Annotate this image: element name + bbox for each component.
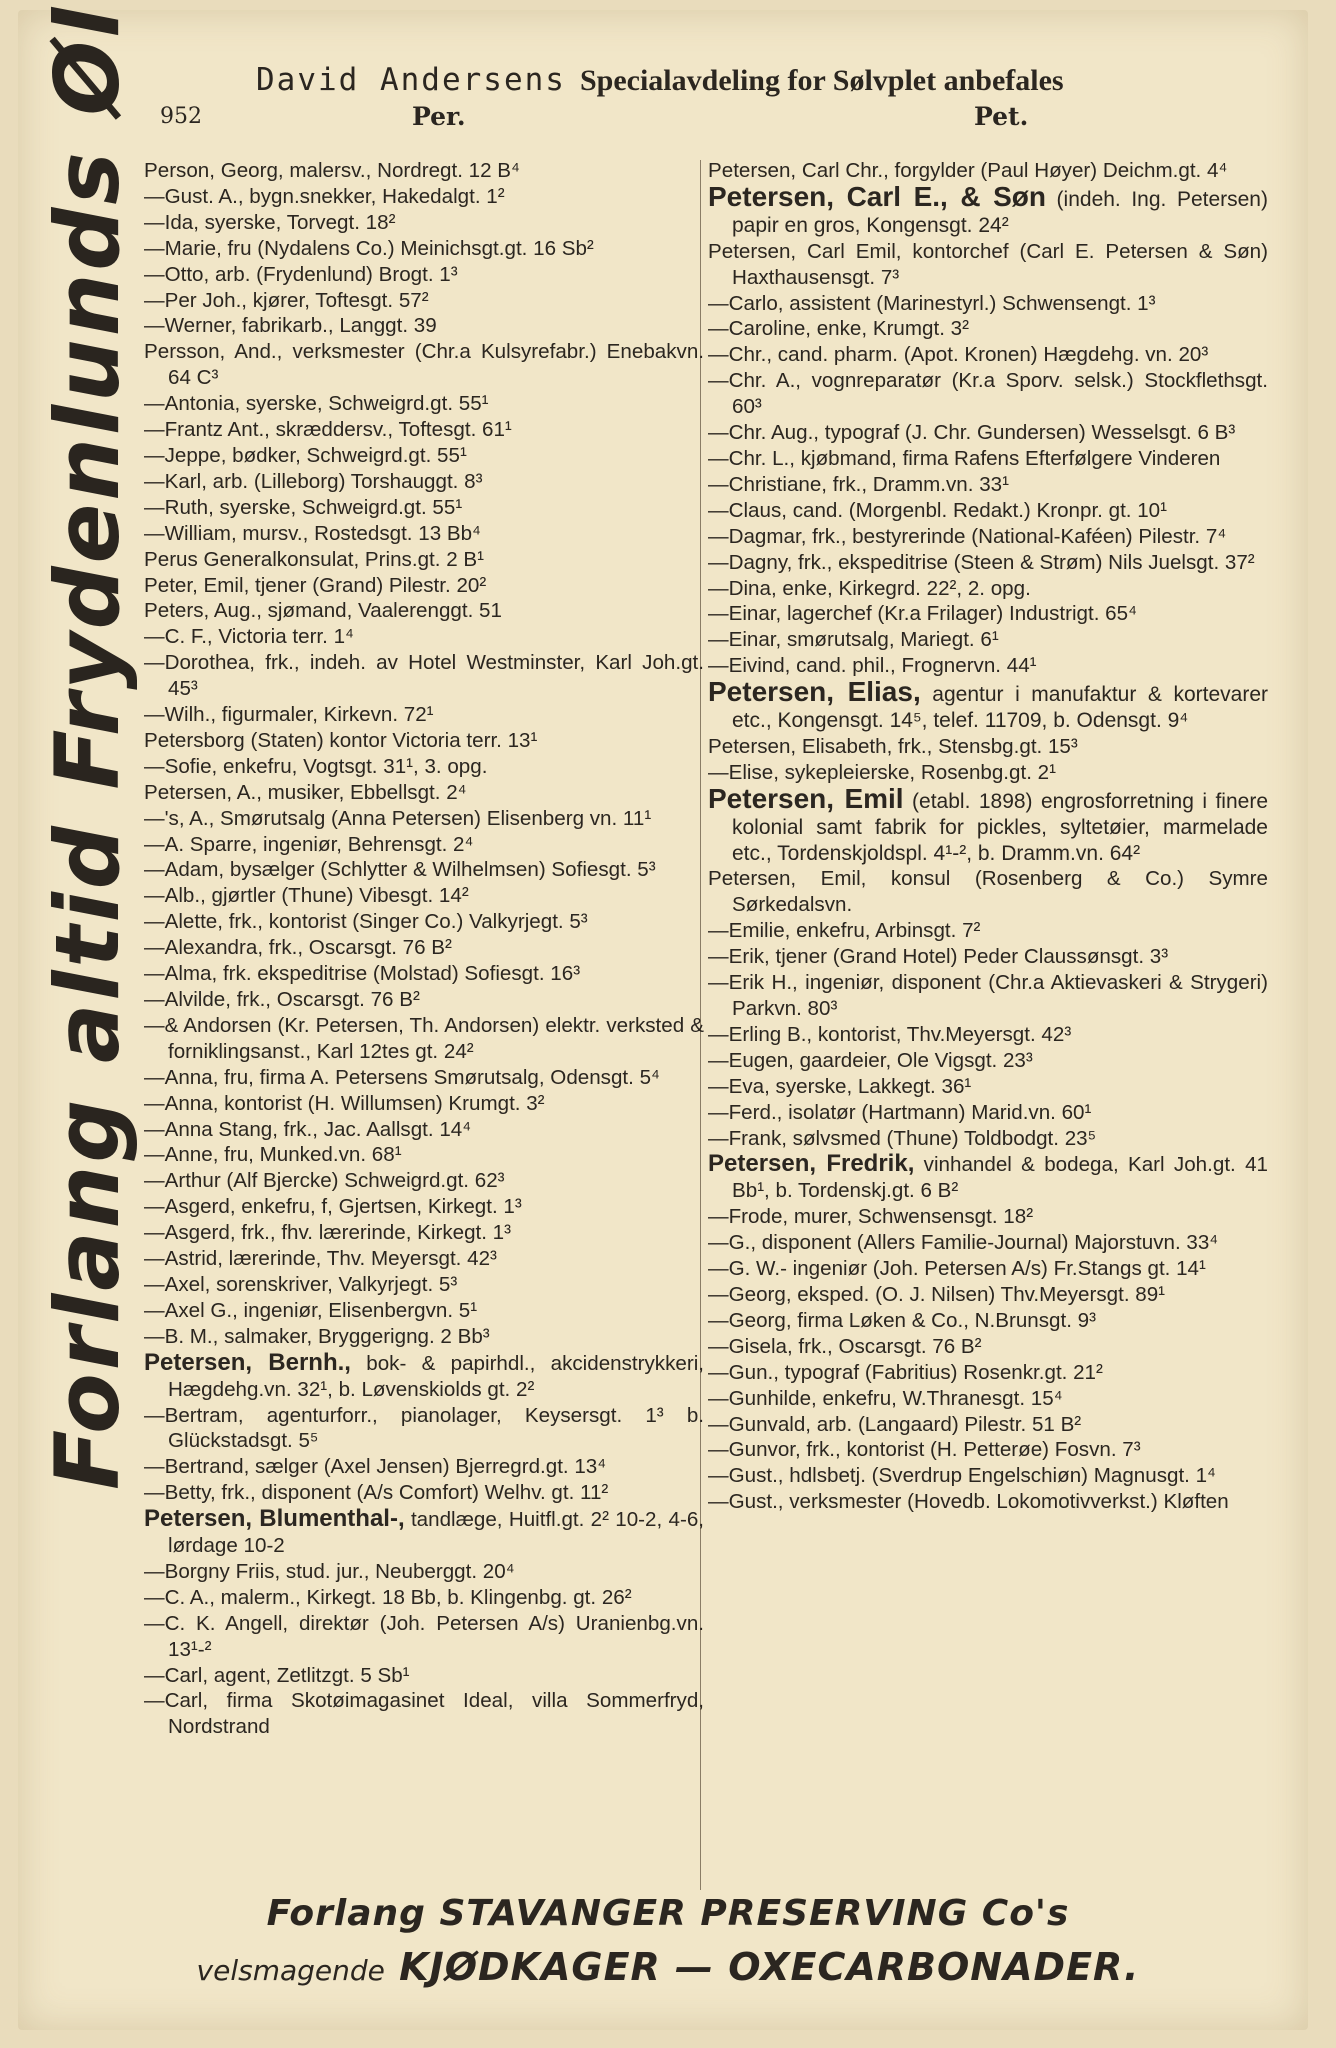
directory-entry: —'s, A., Smørutsalg (Anna Petersen) Elisenberg vn. 11¹ <box>144 806 652 830</box>
directory-entry: —Anna Stang, frk., Jac. Aallsgt. 14⁴ <box>144 1117 472 1141</box>
directory-entry: —A. Sparre, ingeniør, Behrensgt. 2⁴ <box>144 832 474 856</box>
directory-entry: —Georg, firma Løken & Co., N.Brunsgt. 9³ <box>708 1308 1096 1332</box>
running-head-left: Per. <box>412 102 466 131</box>
directory-entry: —Erik H., ingeniør, disponent (Chr.a Aktievaskeri & Strygeri) Parkvn. 80³ <box>708 971 1268 1020</box>
directory-entry: —Gust., hdlsbetj. (Sverdrup Engelschiøn) Magnusgt. 1⁴ <box>708 1464 1216 1488</box>
directory-entry: —Elise, sykepleierske, Rosenbg.gt. 2¹ <box>708 760 1056 784</box>
directory-entry: Petersen, Carl Chr., forgylder (Paul Høyer) Deichm.gt. 4⁴ <box>708 159 1228 182</box>
directory-entry: —William, mursv., Rostedsgt. 13 Bb⁴ <box>144 521 481 545</box>
directory-entry: —Karl, arb. (Lilleborg) Torshauggt. 8³ <box>144 469 483 493</box>
directory-entry: Petersen, Elisabeth, frk., Stensbg.gt. 15³ <box>708 734 1078 758</box>
directory-entry: Petersen, A., musiker, Ebbellsgt. 2⁴ <box>144 780 467 804</box>
directory-entry: —Anna, fru, firma A. Petersens Smørutsalg, Odensgt. 5⁴ <box>144 1065 660 1089</box>
directory-entry: —Dina, enke, Kirkegrd. 22², 2. opg. <box>708 576 1031 600</box>
directory-entry: —Anne, fru, Munked.vn. 68¹ <box>144 1143 402 1167</box>
directory-entry: —Ruth, syerske, Schweigrd.gt. 55¹ <box>144 495 463 519</box>
directory-entry: —Werner, fabrikarb., Langgt. 39 <box>144 314 437 338</box>
directory-entry: —Frode, murer, Schwensensgt. 18² <box>708 1205 1034 1229</box>
directory-entry: —Frank, sølvsmed (Thune) Toldbodgt. 23⁵ <box>708 1126 1097 1150</box>
directory-entry: —& Andorsen (Kr. Petersen, Th. Andorsen) elektr. verksted & forniklingsanst., Karl 12tes gt. 24² <box>144 1013 704 1063</box>
directory-entry: —Gisela, frk., Oscarsgt. 76 B² <box>708 1334 982 1358</box>
directory-entry: —G. W.- ingeniør (Joh. Petersen A/s) Fr.Stangs gt. 14¹ <box>708 1257 1206 1281</box>
directory-entry: —Einar, lagerchef (Kr.a Frilager) Industrigt. 65⁴ <box>708 602 1137 626</box>
directory-entry: —Arthur (Alf Bjercke) Schweigrd.gt. 62³ <box>144 1169 505 1193</box>
directory-entry: —Einar, smørutsalg, Mariegt. 6¹ <box>708 628 999 652</box>
directory-entry: —Asgerd, frk., fhv. lærerinde, Kirkegt. 1³ <box>144 1221 511 1245</box>
directory-entry-featured: Petersen, Fredrik, vinhandel & bodega, Karl Joh.gt. 41 Bb¹, b. Tordenskj.gt. 6 B² <box>708 1150 1268 1203</box>
directory-entry: —Eva, syerske, Lakkegt. 36¹ <box>708 1074 972 1098</box>
right-column <box>708 158 1268 1515</box>
directory-entry: —Borgny Friis, stud. jur., Neuberggt. 20⁴ <box>144 1559 515 1583</box>
directory-entry: —Chr. A., vognreparatør (Kr.a Sporv. selsk.) Stockflethsgt. 60³ <box>708 369 1268 419</box>
directory-entry: —Eugen, gaardeier, Ole Vigsgt. 23³ <box>708 1048 1033 1072</box>
directory-entry: —Gunvor, frk., kontorist (H. Petterøe) Fosvn. 7³ <box>708 1438 1141 1462</box>
directory-entry: —Axel G., ingeniør, Elisenbergvn. 5¹ <box>144 1298 478 1322</box>
footer-line2-main: KJØDKAGER — OXECARBONADER. <box>399 1945 1140 1989</box>
header-advertisement <box>256 62 1266 98</box>
directory-entry: —Alvilde, frk., Oscarsgt. 76 B² <box>144 988 420 1011</box>
directory-entry: Petersborg (Staten) kontor Victoria terr. 13¹ <box>144 728 538 752</box>
directory-entry: —Alette, frk., kontorist (Singer Co.) Valkyrjegt. 5³ <box>144 910 588 934</box>
directory-entry: Petersen, Emil, konsul (Rosenberg & Co.) Symre Sørkedalsvn. <box>708 867 1268 917</box>
directory-entry: —Erling B., kontorist, Thv.Meyersgt. 42³ <box>708 1022 1072 1046</box>
directory-entry: Petersen, Carl Emil, kontorchef (Carl E. Petersen & Søn) Haxthausensgt. 7³ <box>708 239 1268 289</box>
directory-entry: —Emilie, enkefru, Arbinsgt. 7² <box>708 919 981 943</box>
directory-entry: —Wilh., figurmaler, Kirkevn. 72¹ <box>144 703 434 727</box>
directory-entry: Peters, Aug., sjømand, Vaalerenggt. 51 <box>144 599 502 623</box>
directory-entry: —Alma, frk. ekspeditrise (Molstad) Sofiesgt. 16³ <box>144 962 581 986</box>
directory-entry: —Gust., verksmester (Hovedb. Lokomotivverkst.) Kløften <box>708 1490 1229 1514</box>
directory-entry: —Frantz Ant., skræddersv., Toftesgt. 61¹ <box>144 418 512 442</box>
directory-entry: —Georg, eksped. (O. J. Nilsen) Thv.Meyersgt. 89¹ <box>708 1282 1166 1306</box>
directory-entry: —Ferd., isolatør (Hartmann) Marid.vn. 60¹ <box>708 1100 1092 1124</box>
directory-entry: —Claus, cand. (Morgenbl. Redakt.) Kronpr. gt. 10¹ <box>708 498 1167 522</box>
directory-entry: —Chr. L., kjøbmand, firma Rafens Efterfølgere Vinderen <box>708 446 1221 470</box>
directory-entry-featured: Petersen, Elias, agentur i manufaktur & kortevarer etc., Kongensgt. 14⁵, telef. 11709, b. Odensgt. 9⁴ <box>708 676 1268 733</box>
directory-entry: —C. K. Angell, direktør (Joh. Petersen A/s) Uranienbg.vn. 13¹-² <box>144 1611 704 1661</box>
directory-entry: —Carl, agent, Zetlitzgt. 5 Sb¹ <box>144 1663 410 1687</box>
directory-entry: —Sofie, enkefru, Vogtsgt. 31¹, 3. opg. <box>144 754 488 778</box>
directory-entry: —Gunhilde, enkefru, W.Thranesgt. 15⁴ <box>708 1386 1063 1410</box>
directory-entry: —Carl, firma Skotøimagasinet Ideal, villa Sommerfryd, Nordstrand <box>144 1689 704 1739</box>
directory-entry: —Dagny, frk., ekspeditrise (Steen & Strøm) Nils Juelsgt. 37² <box>708 550 1255 574</box>
footer-advertisement-line2 <box>0 1945 1336 1989</box>
directory-entry-featured: Petersen, Emil (etabl. 1898) engrosforretning i finere kolonial samt fabrik for pickles, syltetøier, marmelade etc., Tordenskjoldspl. 4¹-², b. Dramm.vn. 64² <box>708 782 1268 865</box>
directory-entry: —Gust. A., bygn.snekker, Hakedalgt. 1² <box>144 184 505 208</box>
directory-entry: —Bertrand, sælger (Axel Jensen) Bjerregrd.gt. 13⁴ <box>144 1455 607 1479</box>
directory-entry: —Dorothea, frk., indeh. av Hotel Westminster, Karl Joh.gt. 45³ <box>144 651 704 701</box>
directory-entry: Persson, And., verksmester (Chr.a Kulsyrefabr.) Enebakvn. 64 C³ <box>144 340 704 390</box>
directory-entry: Peter, Emil, tjener (Grand) Pilestr. 20² <box>144 573 487 597</box>
directory-entry-featured: Petersen, Blumenthal-, tandlæge, Huitfl.gt. 2² 10-2, 4-6, lørdage 10-2 <box>144 1505 704 1558</box>
directory-entry: —Per Joh., kjører, Toftesgt. 57² <box>144 288 429 312</box>
header-brand: David Andersens <box>256 62 566 98</box>
directory-entry: —Alb., gjørtler (Thune) Vibesgt. 14² <box>144 884 469 908</box>
directory-entry: —Chr., cand. pharm. (Apot. Kronen) Hægdehg. vn. 20³ <box>708 343 1209 367</box>
directory-entry: —Dagmar, frk., bestyrerinde (National-Kaféen) Pilestr. 7⁴ <box>708 524 1227 548</box>
directory-entry: —Astrid, lærerinde, Thv. Meyersgt. 42³ <box>144 1247 497 1271</box>
directory-entry: Perus Generalkonsulat, Prins.gt. 2 B¹ <box>144 547 484 571</box>
directory-entry: —Marie, fru (Nydalens Co.) Meinichsgt.gt. 16 Sb² <box>144 236 594 260</box>
directory-entry: —Gunvald, arb. (Langaard) Pilestr. 51 B² <box>708 1412 1082 1436</box>
directory-entry: —C. F., Victoria terr. 1⁴ <box>144 625 354 649</box>
directory-entry: —Betty, frk., disponent (A/s Comfort) Welhv. gt. 11² <box>144 1481 609 1505</box>
running-head-right: Pet. <box>974 102 1029 131</box>
directory-entry: —Carlo, assistent (Marinestyrl.) Schwensengt. 1³ <box>708 291 1156 315</box>
directory-entry-featured: Petersen, Carl E., & Søn (indeh. Ing. Petersen) papir en gros, Kongensgt. 24² <box>708 180 1268 237</box>
directory-entry: —Adam, bysælger (Schlytter & Wilhelmsen) Sofiesgt. 5³ <box>144 858 656 882</box>
directory-entry: —Chr. Aug., typograf (J. Chr. Gundersen) Wesselsgt. 6 B³ <box>708 421 1236 445</box>
page-number: 952 <box>160 104 202 129</box>
directory-entry: —Alexandra, frk., Oscarsgt. 76 B² <box>144 936 452 960</box>
directory-entry: —Anna, kontorist (H. Willumsen) Krumgt. 3² <box>144 1091 545 1115</box>
directory-entry: —Jeppe, bødker, Schweigrd.gt. 55¹ <box>144 443 467 467</box>
directory-entry: —Axel, sorenskriver, Valkyrjegt. 5³ <box>144 1272 458 1296</box>
directory-entry: —Eivind, cand. phil., Frognervn. 44¹ <box>708 654 1037 678</box>
directory-entry: Person, Georg, malersv., Nordregt. 12 B⁴ <box>144 159 520 182</box>
footer-advertisement-line1: Forlang STAVANGER PRESERVING Co's <box>266 1893 1070 1934</box>
directory-entry: —Asgerd, enkefru, f, Gjertsen, Kirkegt. 1³ <box>144 1195 522 1219</box>
directory-entry: —Gun., typograf (Fabritius) Rosenkr.gt. 21² <box>708 1360 1103 1384</box>
directory-entry: —Bertram, agenturforr., pianolager, Keysersgt. 1³ b. Glückstadsgt. 5⁵ <box>144 1403 704 1453</box>
directory-entry: —B. M., salmaker, Bryggerigng. 2 Bb³ <box>144 1324 490 1348</box>
directory-entry: —Erik, tjener (Grand Hotel) Peder Claussønsgt. 3³ <box>708 945 1169 969</box>
directory-entry: —Caroline, enke, Krumgt. 3² <box>708 317 969 341</box>
directory-entry: —Christiane, frk., Dramm.vn. 33¹ <box>708 472 1009 496</box>
directory-entry: —G., disponent (Allers Familie-Journal) Majorstuvn. 33⁴ <box>708 1231 1219 1255</box>
directory-entry: —C. A., malerm., Kirkegt. 18 Bb, b. Klingenbg. gt. 26² <box>144 1585 632 1609</box>
footer-line2-prefix: velsmagende <box>196 1954 385 1987</box>
directory-entry: —Ida, syerske, Torvegt. 18² <box>144 210 396 234</box>
header-slogan: Specialavdeling for Sølvplet anbefales <box>579 64 1064 97</box>
side-advertisement: Forlang altid Frydenlunds Øl <box>36 4 139 1490</box>
directory-entry: —Otto, arb. (Frydenlund) Brogt. 1³ <box>144 262 458 286</box>
left-column <box>144 158 704 1740</box>
directory-entry-featured: Petersen, Bernh., bok- & papirhdl., akcidenstrykkeri, Hægdehg.vn. 32¹, b. Løvenskiolds gt. 2² <box>144 1348 704 1401</box>
directory-entry: —Antonia, syerske, Schweigrd.gt. 55¹ <box>144 392 489 416</box>
